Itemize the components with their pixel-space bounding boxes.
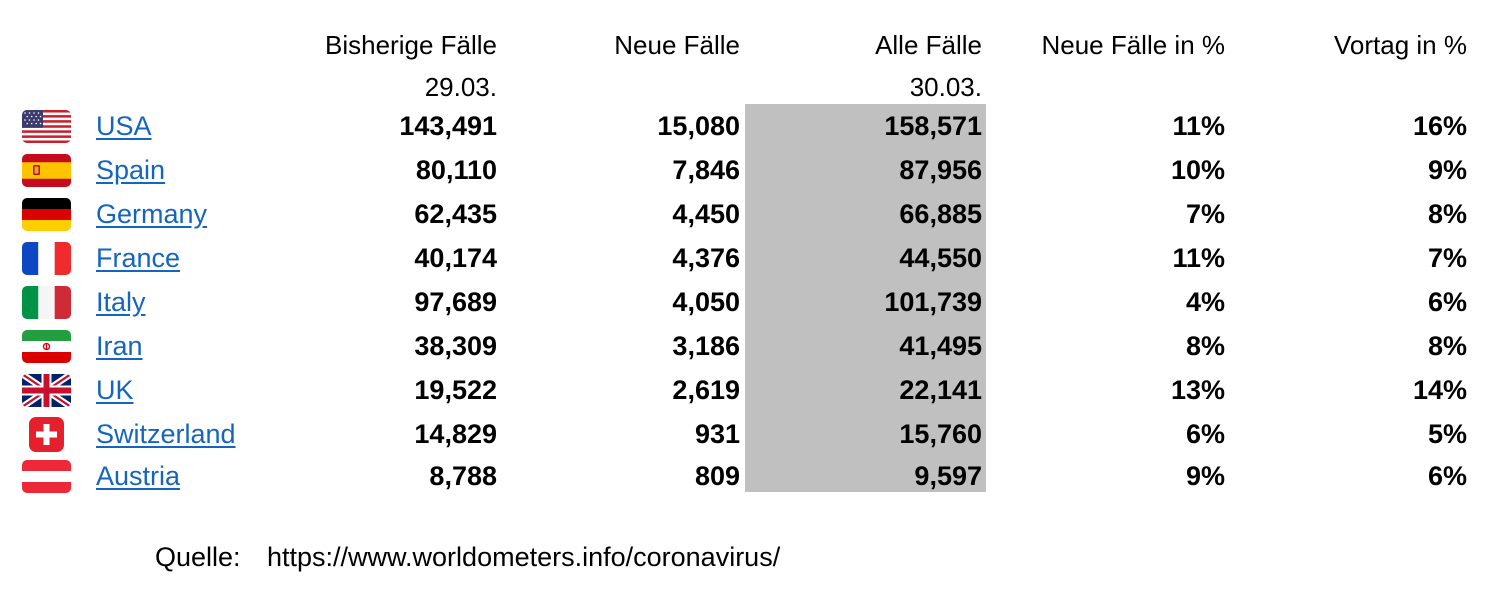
header-new-pct: Neue Fälle in % (1041, 30, 1225, 60)
header-all-cases: Alle Fälle (875, 30, 982, 60)
new-cases-value: 809 (694, 461, 740, 491)
prev-day-pct-value: 14% (1412, 375, 1467, 405)
new-cases-value: 7,846 (672, 155, 740, 185)
prev-cases-value: 8,788 (429, 461, 497, 491)
all-cases-value: 15,760 (899, 419, 982, 449)
country-link-italy[interactable]: Italy (96, 287, 146, 317)
all-cases-value: 66,885 (899, 199, 982, 229)
prev-day-pct-value: 5% (1427, 419, 1467, 449)
switzerland-flag-icon (29, 417, 64, 452)
prev-day-pct-value: 8% (1427, 199, 1467, 229)
prev-cases-value: 40,174 (414, 243, 497, 273)
header-new-cases: Neue Fälle (614, 30, 740, 60)
germany-flag-icon (22, 198, 71, 231)
country-link-iran[interactable]: Iran (96, 331, 143, 361)
table-row (0, 324, 1504, 368)
new-cases-value: 2,619 (672, 375, 740, 405)
table-row (0, 412, 1504, 456)
new-pct-value: 11% (1172, 243, 1225, 273)
country-link-austria[interactable]: Austria (96, 461, 181, 491)
new-pct-value: 6% (1185, 419, 1225, 449)
prev-cases-value: 62,435 (414, 199, 497, 229)
table-row (0, 192, 1504, 236)
austria-flag-icon (22, 460, 71, 493)
table-row (0, 236, 1504, 280)
new-cases-value: 4,376 (672, 243, 740, 273)
header-all-date: 30.03. (909, 72, 982, 102)
prev-day-pct-value: 7% (1427, 243, 1467, 273)
new-cases-value: 15,080 (657, 111, 740, 141)
all-cases-value: 87,956 (899, 155, 982, 185)
prev-day-pct-value: 6% (1427, 461, 1467, 491)
country-link-france[interactable]: France (96, 243, 181, 273)
prev-day-pct-value: 16% (1412, 111, 1467, 141)
france-flag-icon (22, 242, 71, 275)
italy-flag-icon (22, 286, 71, 319)
prev-day-pct-value: 8% (1427, 331, 1467, 361)
header-prev-day-pct: Vortag in % (1334, 30, 1467, 60)
prev-cases-value: 143,491 (399, 111, 497, 141)
new-cases-value: 3,186 (672, 331, 740, 361)
all-cases-value: 44,550 (899, 243, 982, 273)
new-pct-value: 11% (1172, 111, 1225, 141)
new-cases-value: 4,050 (672, 287, 740, 317)
prev-cases-value: 19,522 (414, 375, 497, 405)
prev-cases-value: 14,829 (414, 419, 497, 449)
new-pct-value: 7% (1185, 199, 1225, 229)
source-label: Quelle: (155, 542, 241, 572)
table-row (0, 368, 1504, 412)
source-url[interactable]: https://www.worldometers.info/coronavirus/ (267, 542, 781, 572)
all-cases-value: 101,739 (884, 287, 982, 317)
all-cases-value: 41,495 (899, 331, 982, 361)
iran-flag-icon (22, 330, 71, 363)
new-pct-value: 8% (1185, 331, 1225, 361)
country-link-germany[interactable]: Germany (96, 199, 208, 229)
all-cases-value: 22,141 (899, 375, 982, 405)
prev-cases-value: 97,689 (414, 287, 497, 317)
table-row (0, 280, 1504, 324)
table-row (0, 148, 1504, 192)
header-prev-cases: Bisherige Fälle (325, 30, 497, 60)
new-pct-value: 4% (1185, 287, 1225, 317)
country-link-switzerland[interactable]: Switzerland (96, 419, 236, 449)
table-row (0, 454, 1504, 498)
usa-flag-icon (22, 110, 71, 143)
new-pct-value: 9% (1185, 461, 1225, 491)
new-cases-value: 931 (694, 419, 740, 449)
uk-flag-icon (22, 374, 71, 407)
new-pct-value: 13% (1170, 375, 1225, 405)
country-link-spain[interactable]: Spain (96, 155, 166, 185)
all-cases-value: 9,597 (914, 461, 982, 491)
new-cases-value: 4,450 (672, 199, 740, 229)
new-pct-value: 10% (1170, 155, 1225, 185)
prev-cases-value: 80,110 (415, 155, 497, 185)
table-row (0, 104, 1504, 148)
prev-day-pct-value: 9% (1427, 155, 1467, 185)
country-link-usa[interactable]: USA (96, 111, 152, 141)
prev-cases-value: 38,309 (414, 331, 497, 361)
country-link-uk[interactable]: UK (96, 375, 134, 405)
prev-day-pct-value: 6% (1427, 287, 1467, 317)
all-cases-value: 158,571 (884, 111, 982, 141)
header-prev-date: 29.03. (424, 72, 497, 102)
spain-flag-icon (22, 154, 71, 187)
